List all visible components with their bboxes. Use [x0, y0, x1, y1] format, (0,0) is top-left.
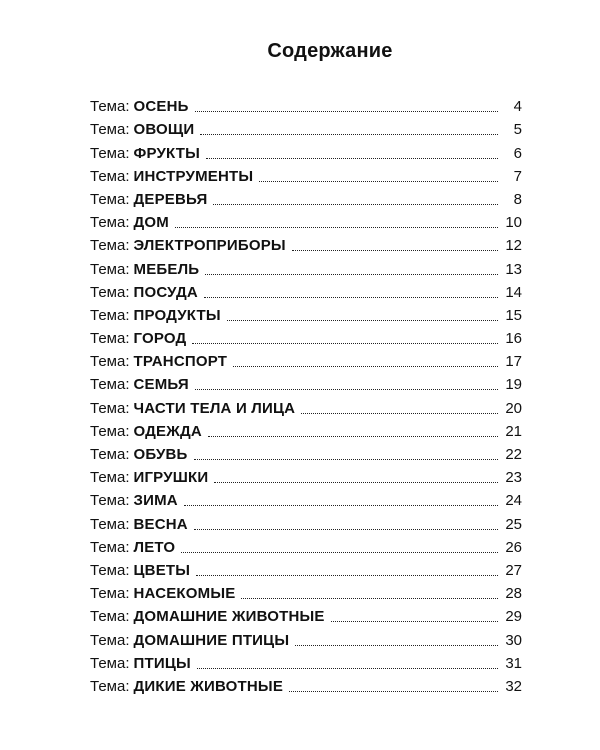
toc-entry-topic: НАСЕКОМЫЕ	[133, 585, 236, 603]
toc-entry	[90, 393, 522, 416]
toc-entry-prefix: Тема:	[90, 353, 130, 371]
toc-entry	[90, 509, 522, 532]
toc-entry	[90, 115, 522, 138]
toc-dot-leader	[184, 505, 498, 506]
toc-entry-page-number: 24	[505, 492, 522, 510]
toc-dot-leader	[192, 343, 498, 344]
toc-entry-prefix: Тема:	[90, 376, 130, 394]
toc-dot-leader	[200, 134, 498, 135]
toc-dot-leader	[213, 204, 498, 205]
toc-entry-page-number: 15	[505, 306, 522, 324]
toc-dot-leader	[175, 227, 498, 228]
toc-dot-leader	[204, 297, 498, 298]
toc-entry-prefix: Тема:	[90, 237, 130, 255]
toc-entry	[90, 625, 522, 648]
toc-entry-page-number: 32	[505, 677, 522, 695]
toc-entry-page-number: 5	[513, 121, 522, 139]
toc-entry-topic: ДОМАШНИЕ ЖИВОТНЫЕ	[133, 608, 325, 626]
toc-entry-topic: ПТИЦЫ	[133, 654, 191, 672]
toc-dot-leader	[181, 552, 498, 553]
toc-entry-prefix: Тема:	[90, 422, 130, 440]
toc-entry-page-number: 10	[505, 214, 522, 232]
toc-entry-page-number: 7	[513, 167, 522, 185]
toc-entry-page-number: 4	[513, 98, 522, 116]
toc-entry	[90, 649, 522, 672]
toc-entry-page-number: 22	[505, 446, 522, 463]
toc-entry-prefix: Тема:	[90, 98, 130, 116]
toc-entry-topic: ДЕРЕВЬЯ	[133, 190, 208, 208]
toc-entry-page-number: 6	[513, 144, 522, 162]
toc-entry-prefix: Тема:	[90, 330, 130, 348]
toc-entry-prefix: Тема:	[90, 121, 130, 139]
toc-entry-topic: ВЕСНА	[133, 515, 188, 533]
toc-entry-topic: ФРУКТЫ	[133, 144, 201, 162]
toc-entry-page-number: 23	[505, 469, 522, 487]
toc-dot-leader	[331, 621, 498, 622]
toc-entry-prefix: Тема:	[90, 538, 130, 556]
toc-entry-page-number: 17	[505, 353, 522, 371]
toc-entry	[90, 556, 522, 579]
toc-dot-leader	[194, 529, 498, 530]
toc-entry-prefix: Тема:	[90, 144, 130, 162]
toc-entry	[90, 486, 522, 509]
toc-entry-prefix: Тема:	[90, 677, 130, 695]
toc-dot-leader	[195, 389, 498, 390]
toc-entry-topic: ГОРОД	[133, 330, 187, 348]
toc-dot-leader	[292, 250, 498, 251]
toc-entry	[90, 602, 522, 625]
toc-entry-page-number: 27	[505, 561, 522, 579]
toc-entry	[90, 208, 522, 231]
toc-dot-leader	[214, 482, 498, 483]
toc-entry	[90, 231, 522, 254]
toc-entry-page-number: 30	[505, 631, 522, 649]
toc-entry-page-number: 8	[513, 190, 522, 208]
toc-entry	[90, 579, 522, 602]
toc-entry-page-number: 26	[505, 538, 522, 556]
toc-entry-topic: ЛЕТО	[133, 538, 176, 556]
toc-entry-prefix: Тема:	[90, 214, 130, 232]
toc-entry-prefix: Тема:	[90, 399, 130, 417]
toc-entry-topic: СЕМЬЯ	[133, 376, 189, 394]
toc-entry	[90, 440, 522, 463]
toc-entry-page-number: 14	[505, 283, 522, 301]
toc-entry	[90, 417, 522, 440]
toc-entry-topic: ЧАСТИ ТЕЛА И ЛИЦА	[133, 399, 296, 417]
toc-entry-page-number: 25	[505, 515, 522, 533]
toc-entry	[90, 324, 522, 347]
toc-entry	[90, 533, 522, 556]
toc-entry-topic: ОБУВЬ	[133, 446, 188, 463]
toc-dot-leader	[301, 413, 498, 414]
toc-entry	[90, 301, 522, 324]
toc-dot-leader	[196, 575, 498, 576]
toc-entry-prefix: Тема:	[90, 306, 130, 324]
toc-entry-topic: ДОМ	[133, 214, 169, 232]
toc-entry-page-number: 28	[505, 585, 522, 603]
toc-entry	[90, 278, 522, 301]
toc-entry-page-number: 29	[505, 608, 522, 626]
toc-dot-leader	[227, 320, 498, 321]
toc-entry-topic: ЭЛЕКТРОПРИБОРЫ	[133, 237, 286, 255]
toc-entry-prefix: Тема:	[90, 446, 130, 463]
toc-entry	[90, 370, 522, 393]
toc-entry-topic: ПРОДУКТЫ	[133, 306, 221, 324]
toc-dot-leader	[194, 459, 498, 460]
toc-entry-prefix: Тема:	[90, 260, 130, 278]
toc-dot-leader	[289, 691, 498, 692]
toc-entry-prefix: Тема:	[90, 469, 130, 487]
toc-entry-prefix: Тема:	[90, 515, 130, 533]
toc-dot-leader	[295, 645, 498, 646]
toc-entry-topic: ОВОЩИ	[133, 121, 195, 139]
table-of-contents	[90, 92, 522, 695]
toc-entry-topic: ИНСТРУМЕНТЫ	[133, 167, 254, 185]
toc-entry	[90, 254, 522, 277]
toc-entry-prefix: Тема:	[90, 190, 130, 208]
toc-entry-prefix: Тема:	[90, 167, 130, 185]
toc-entry-topic: ДОМАШНИЕ ПТИЦЫ	[133, 631, 290, 649]
toc-entry-page-number: 16	[505, 330, 522, 348]
toc-entry	[90, 138, 522, 161]
toc-entry-page-number: 13	[505, 260, 522, 278]
toc-dot-leader	[205, 274, 498, 275]
toc-entry	[90, 672, 522, 695]
toc-dot-leader	[195, 111, 498, 112]
toc-entry-topic: ТРАНСПОРТ	[133, 353, 228, 371]
toc-entry-topic: ОДЕЖДА	[133, 422, 202, 440]
toc-entry-prefix: Тема:	[90, 492, 130, 510]
toc-entry	[90, 92, 522, 115]
toc-dot-leader	[197, 668, 498, 669]
toc-entry-topic: ЦВЕТЫ	[133, 561, 191, 579]
toc-entry-prefix: Тема:	[90, 631, 130, 649]
toc-entry	[90, 347, 522, 370]
toc-dot-leader	[208, 436, 498, 437]
toc-entry-page-number: 19	[505, 376, 522, 394]
toc-dot-leader	[259, 181, 498, 182]
toc-entry-topic: ОСЕНЬ	[133, 98, 189, 116]
toc-entry-topic: ИГРУШКИ	[133, 469, 209, 487]
toc-dot-leader	[206, 158, 498, 159]
toc-dot-leader	[233, 366, 498, 367]
toc-entry-topic: ПОСУДА	[133, 283, 198, 301]
toc-entry-prefix: Тема:	[90, 585, 130, 603]
page-title: Содержание	[267, 40, 393, 62]
toc-entry-page-number: 20	[505, 399, 522, 417]
toc-dot-leader	[241, 598, 498, 599]
toc-entry-prefix: Тема:	[90, 283, 130, 301]
toc-entry-prefix: Тема:	[90, 561, 130, 579]
toc-entry-page-number: 31	[505, 654, 522, 672]
toc-entry	[90, 463, 522, 486]
toc-entry-topic: МЕБЕЛЬ	[133, 260, 200, 278]
toc-entry-prefix: Тема:	[90, 654, 130, 672]
toc-entry-topic: ДИКИЕ ЖИВОТНЫЕ	[133, 677, 284, 695]
toc-entry	[90, 162, 522, 185]
toc-entry-page-number: 12	[505, 237, 522, 255]
toc-entry-page-number: 21	[505, 422, 522, 440]
toc-entry	[90, 185, 522, 208]
toc-entry-prefix: Тема:	[90, 608, 130, 626]
toc-entry-topic: ЗИМА	[133, 492, 178, 510]
